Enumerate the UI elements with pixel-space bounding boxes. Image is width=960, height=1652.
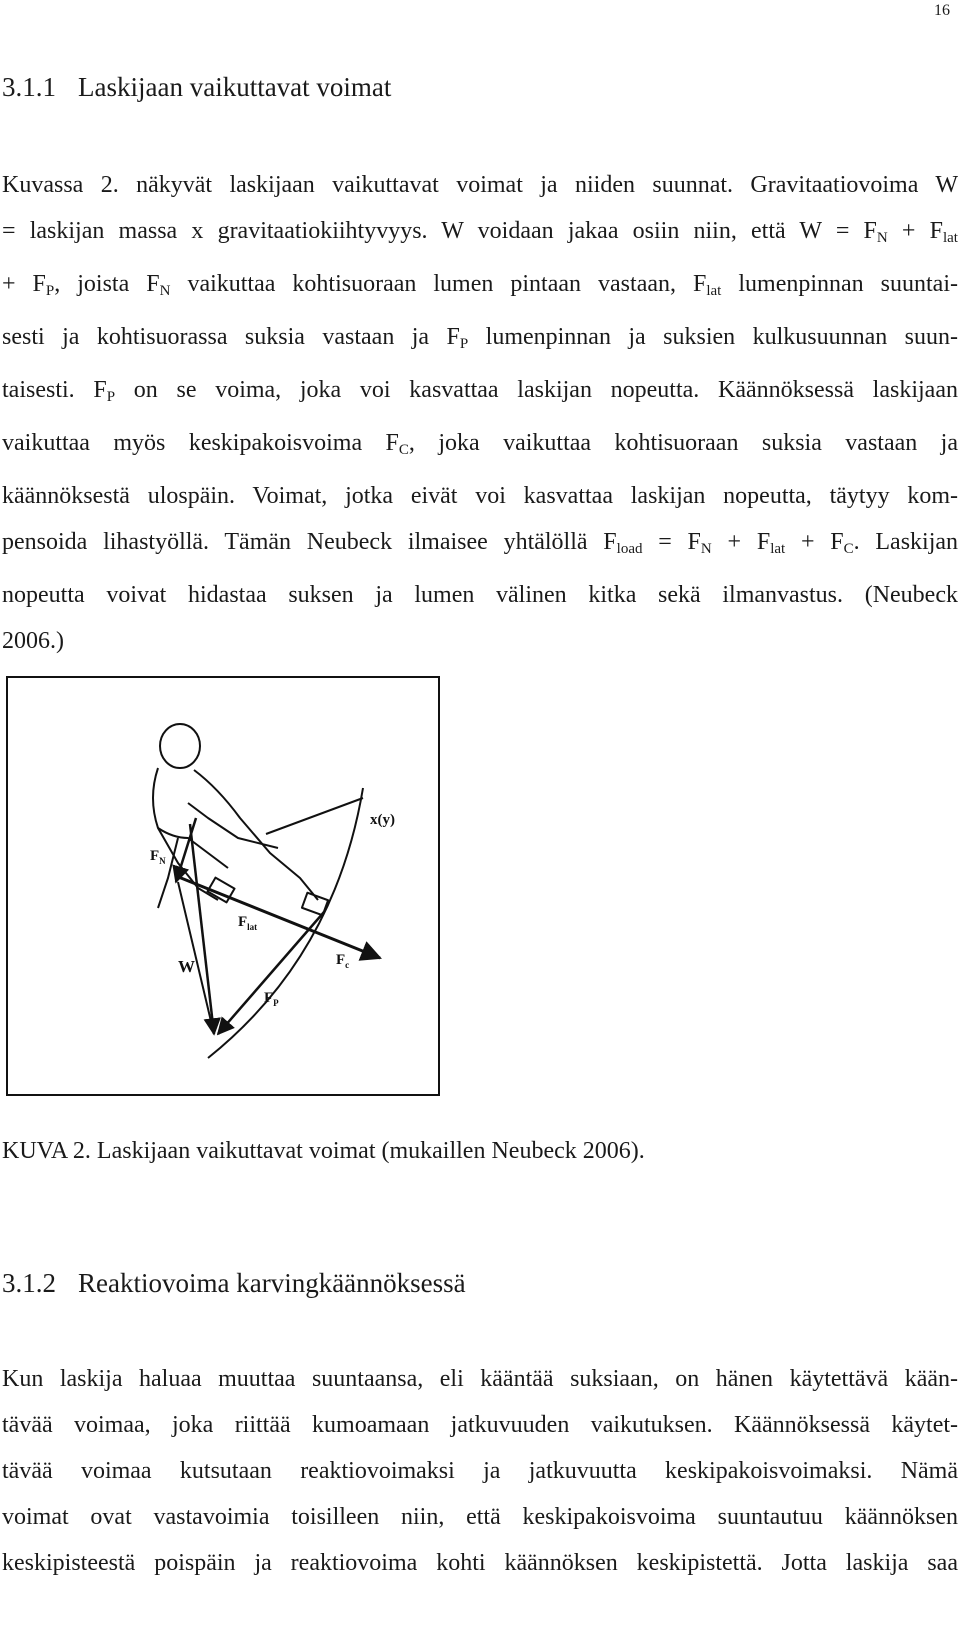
- paragraph-reaction-force: [2, 1356, 958, 1586]
- text-line: + $F_P$, joista $F_N$ vaikuttaa kohtisuoraan lumen pintaan vastaan, $F_{lat}$ lumenpinnan suuntai-: [2, 271, 958, 299]
- ski-line-2: [266, 798, 363, 834]
- text-line: Kun laskija haluaa muuttaa suuntaansa, eli kääntää suksiaan, on hänen käytettävä kään-: [2, 1366, 958, 1392]
- text-line: nopeutta voivat hidastaa suksen ja lumen välinen kitka sekä ilmanvastus. (Neubeck: [2, 582, 958, 608]
- text-line: taisesti. $F_P$ on se voima, joka voi kasvattaa laskijan nopeutta. Käännöksessä laskijaan: [2, 377, 958, 405]
- text-line: tävää voimaa, joka riittää kumoamaan jatkuvuuden vaikutuksen. Käännöksessä käytet-: [2, 1412, 958, 1438]
- section-heading-3-1-2: [2, 1268, 466, 1299]
- text-line: pensoida lihastyöllä. Tämän Neubeck ilmaisee yhtälöllä $F_{load} = F_N + F_{lat} + F_C$. Laskijan: [2, 529, 959, 557]
- skier-forces-figure: [6, 676, 440, 1096]
- figure-caption: KUVA 2. Laskijaan vaikuttavat voimat (mukaillen Neubeck 2006).: [2, 1138, 645, 1164]
- text-line: vaikuttaa myös keskipakoisvoima $F_C$, joka vaikuttaa kohtisuoraan suksia vastaan ja: [2, 430, 959, 458]
- paragraph-forces: [2, 162, 958, 664]
- text-line: käännöksestä ulospäin. Voimat, jotka eivät voi kasvattaa laskijan nopeutta, täytyy kom-: [2, 483, 958, 509]
- section-number: 3.1.2: [2, 1268, 56, 1298]
- label-xy: x(y): [370, 812, 395, 828]
- section-number: 3.1.1: [2, 72, 56, 102]
- label-fc: $F_c$: [336, 952, 350, 970]
- section-title: Laskijaan vaikuttavat voimat: [78, 72, 392, 102]
- text-line: sesti ja kohtisuorassa suksia vastaan ja $F_P$ lumenpinnan ja suksien kulkusuunnan suun-: [2, 324, 958, 352]
- section-heading-3-1-1: [2, 72, 391, 103]
- text-line: keskipisteestä poispäin ja reaktiovoima kohti käännöksen keskipistettä. Jotta laskija saa: [2, 1550, 958, 1576]
- label-fn: $F_N$: [150, 848, 166, 866]
- ski-line: [176, 876, 380, 958]
- label-flat: $F_{lat}$: [238, 914, 258, 932]
- text-line: = laskijan massa x gravitaatiokiihtyvyys. W voidaan jakaa osiin niin, että $W = F_N + F_{lat}$: [2, 218, 958, 246]
- skier-forces-diagram: [8, 678, 438, 1094]
- text-line: 2006.): [2, 628, 64, 654]
- label-w: W: [178, 957, 195, 976]
- text-line: voimat ovat vastavoimia toisilleen niin, että keskipakoisvoima suuntautuu käännöksen: [2, 1504, 958, 1530]
- force-fp-arrow: [218, 912, 324, 1034]
- text-line: Kuvassa 2. näkyvät laskijaan vaikuttavat voimat ja niiden suunnat. Gravitaatiovoima W: [2, 172, 958, 198]
- section-title: Reaktiovoima karvingkäännöksessä: [78, 1268, 466, 1298]
- text-line: tävää voimaa kutsutaan reaktiovoimaksi ja jatkuvuutta keskipakoisvoimaksi. Nämä: [2, 1458, 958, 1484]
- label-fp: $F_P$: [264, 990, 279, 1008]
- page-number: 16: [934, 2, 950, 19]
